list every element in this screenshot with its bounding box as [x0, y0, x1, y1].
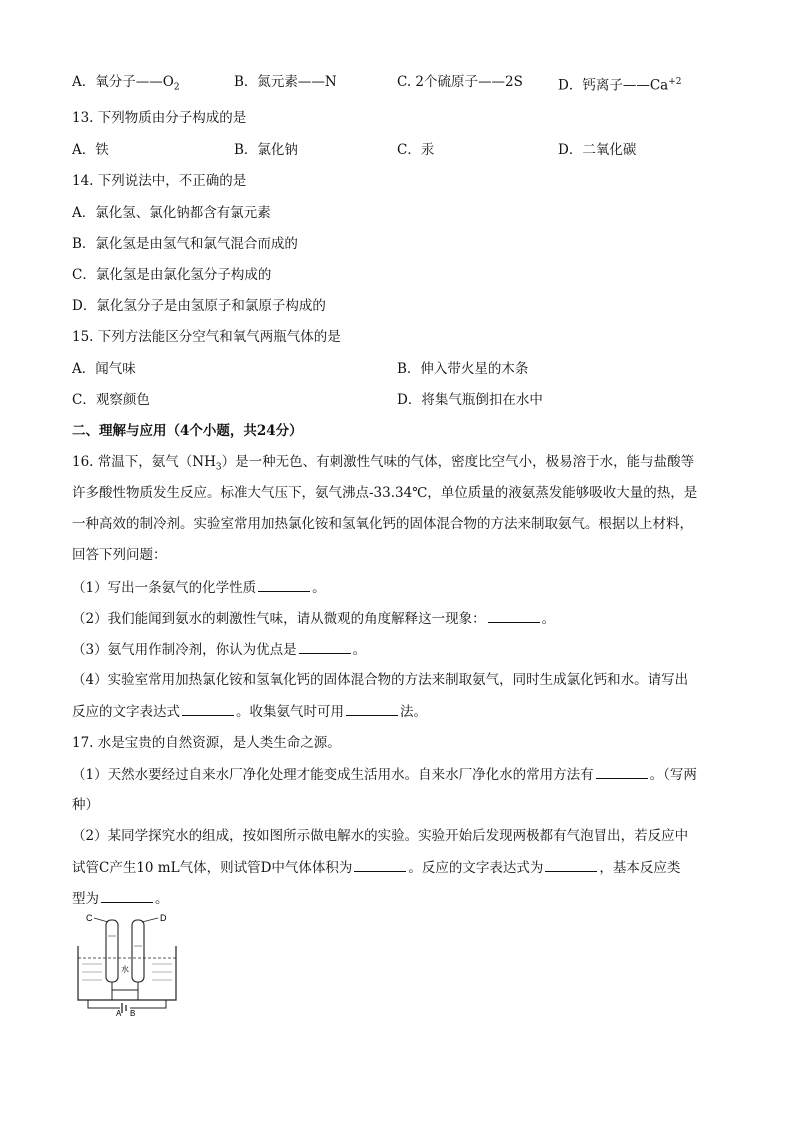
q16-sub4-line2: 反应的文字表达式 。收集氨气时可用 法。: [72, 701, 722, 722]
q17-sub2-line3: 型为 。: [72, 888, 722, 909]
q16-paragraph-line: 16. 常温下，氨气$(NH_3)$是一种无色、有刺激性气味的气体，密度比空气小，极易溶于水，能与盐酸等: [72, 454, 695, 473]
answer-blank[interactable]: [299, 639, 351, 654]
q17-stem: 17. 水是宝贵的自然资源，是人类生命之源。: [72, 735, 341, 751]
q13-option-b: B．氯化钠: [234, 142, 298, 158]
answer-blank[interactable]: [545, 857, 597, 872]
label-d: D: [160, 913, 167, 923]
q12-option-c: C. 2个硫原子——2S: [397, 74, 523, 90]
q12-option-b: B．氮元素——N: [234, 74, 337, 90]
label-b: B: [130, 1009, 136, 1016]
q16-paragraph-line: 许多酸性物质发生反应。标准大气压下，氨气沸点-33.34℃，单位质量的液氨蒸发能够吸收大量的热，是: [72, 485, 698, 501]
q14-option-b: B．氯化氢是由氢气和氯气混合而成的: [72, 236, 298, 252]
label-water: 水: [121, 965, 129, 974]
q12-option-a: A．氧分子$——O_2$: [72, 74, 180, 93]
label-c: C: [86, 913, 93, 923]
q16-sub3: （3）氨气用作制冷剂，你认为优点是 。: [72, 639, 722, 660]
q17-sub1-line2: 种）: [72, 797, 99, 813]
q13-stem: 13. 下列物质由分子构成的是: [72, 110, 247, 126]
q15-option-d: D．将集气瓶倒扣在水中: [397, 392, 543, 408]
q14-option-a: A．氯化氢、氯化钠都含有氯元素: [72, 205, 271, 221]
answer-blank[interactable]: [182, 701, 234, 716]
q16-sub2: （2）我们能闻到氨水的刺激性气味，请从微观的角度解释这一现象： 。: [72, 608, 722, 629]
q17-sub2-line1: （2）某同学探究水的组成，按如图所示做电解水的实验。实验开始后发现两极都有气泡冒出，若反应中: [72, 828, 689, 844]
q17-sub1-line1: （1）天然水要经过自来水厂净化处理才能变成生活用水。自来水厂净化水的常用方法有 。（写两: [72, 764, 722, 785]
answer-blank[interactable]: [354, 857, 406, 872]
q12-option-d: D．钙离子$——Ca^{+2}$: [558, 77, 682, 94]
q16-paragraph-line: 回答下列问题：: [72, 547, 167, 563]
answer-blank[interactable]: [346, 701, 398, 716]
q13-option-a: A．铁: [72, 142, 109, 158]
label-a: A: [116, 1009, 122, 1016]
q13-option-c: C．汞: [397, 142, 435, 158]
q14-option-c: C．氯化氢是由氯化氢分子构成的: [72, 267, 272, 283]
q15-option-c: C．观察颜色: [72, 392, 150, 408]
q13-option-d: D．二氧化碳: [558, 142, 637, 158]
q17-sub2-line2: 试管C产生10 mL气体，则试管D中气体体积为 。反应的文字表达式为 ，基本反应类: [72, 857, 722, 878]
q15-option-b: B．伸入带火星的木条: [397, 361, 529, 377]
q15-stem: 15. 下列方法能区分空气和氧气两瓶气体的是: [72, 329, 341, 345]
q15-option-a: A．闻气味: [72, 361, 136, 377]
electrolysis-diagram: [72, 912, 182, 1016]
answer-blank[interactable]: [101, 888, 153, 903]
test-tube-d: [132, 920, 144, 982]
answer-blank[interactable]: [488, 608, 540, 623]
q14-stem: 14. 下列说法中，不正确的是: [72, 173, 247, 189]
test-tube-c: [106, 920, 118, 982]
q16-sub4-line1: （4）实验室常用加热氯化铵和氢氧化钙的固体混合物的方法来制取氨气，同时生成氯化钙和水。请写出: [72, 672, 689, 688]
q14-option-d: D．氯化氢分子是由氢原子和氯原子构成的: [72, 298, 326, 314]
section-title: 二、理解与应用（4个小题，共24分）: [72, 423, 303, 439]
answer-blank[interactable]: [596, 764, 648, 779]
q16-sub1: （1）写出一条氨气的化学性质 。: [72, 577, 722, 598]
answer-blank[interactable]: [258, 577, 310, 592]
q16-paragraph-line: 一种高效的制冷剂。实验室常用加热氯化铵和氢氧化钙的固体混合物的方法来制取氨气。根据以上材料，: [72, 516, 693, 532]
